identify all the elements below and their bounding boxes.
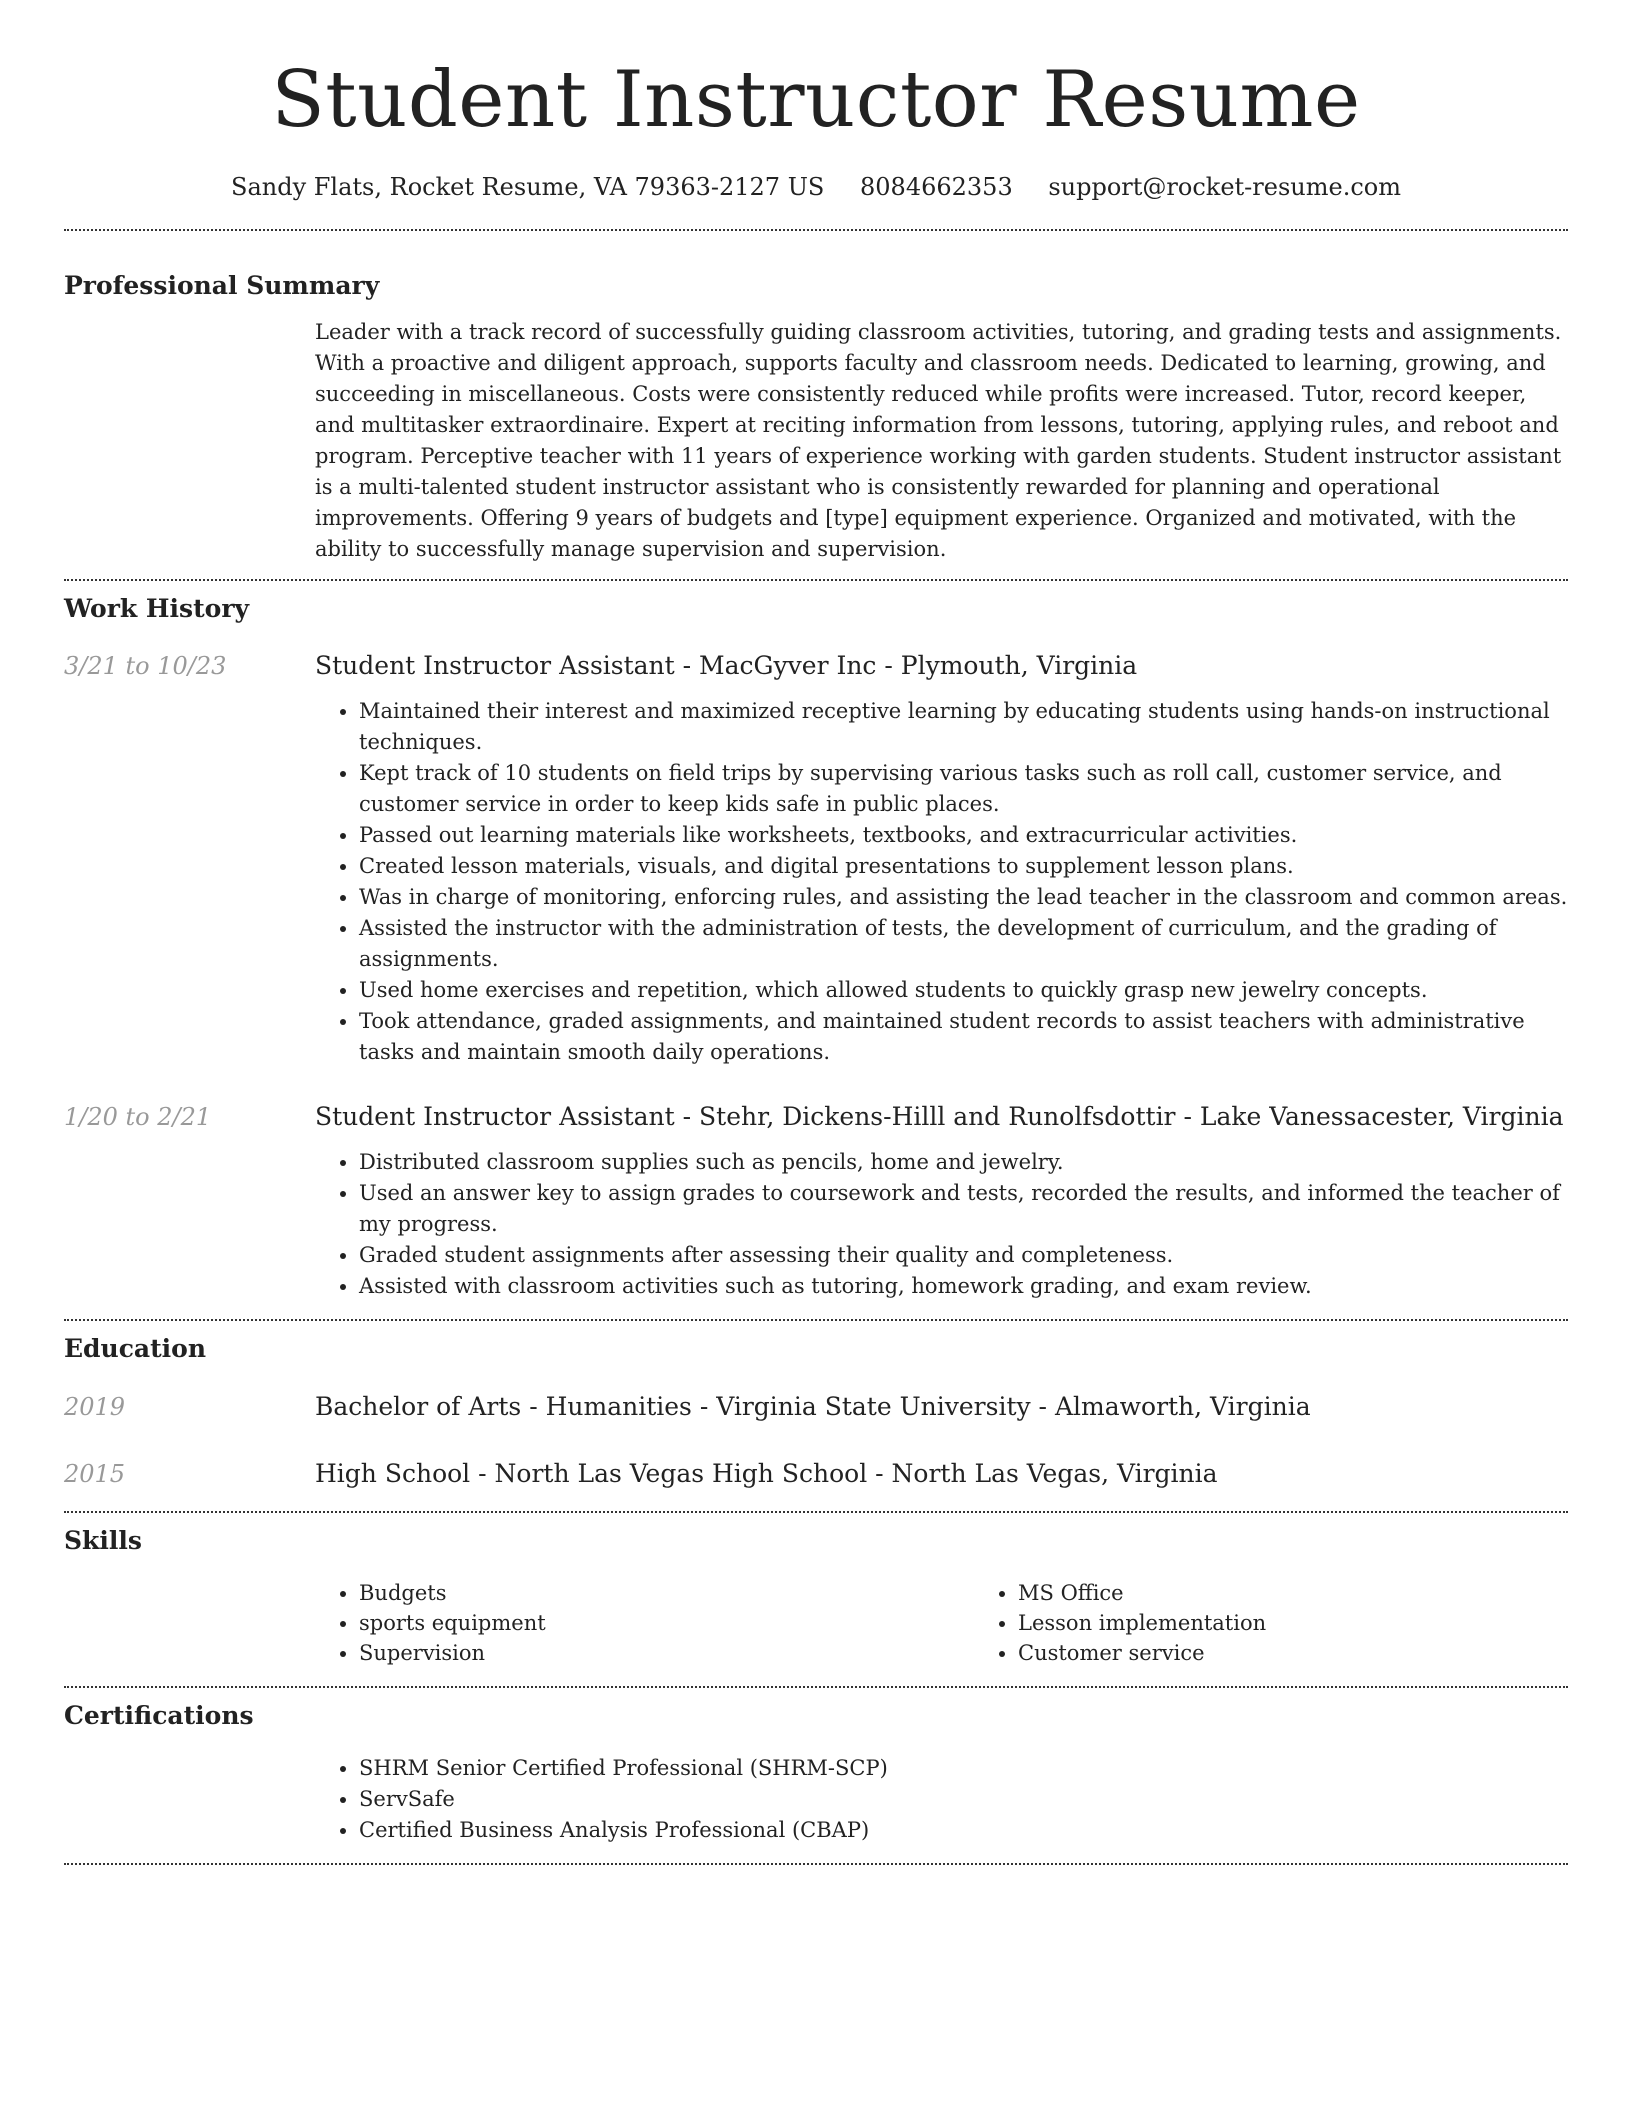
divider bbox=[64, 1686, 1568, 1688]
divider bbox=[64, 1511, 1568, 1513]
contact-email: support@rocket-resume.com bbox=[1048, 173, 1401, 201]
certification-item: • SHRM Senior Certified Professional (SHRM-SCP) bbox=[359, 1753, 1568, 1784]
divider bbox=[64, 229, 1568, 231]
skill-item: • sports equipment bbox=[359, 1608, 974, 1638]
skills-list-right bbox=[974, 1578, 1632, 1668]
list-item: • Was in charge of monitoring, enforcing rules, and assisting the lead teacher in the classroom and common areas. bbox=[359, 882, 1568, 913]
list-item: • Took attendance, graded assignments, and maintained student records to assist teachers with administrative tasks and maintain smooth daily operations. bbox=[359, 1006, 1568, 1068]
certifications-section bbox=[64, 1699, 1568, 1846]
job-entry bbox=[64, 649, 1568, 1068]
skill-item: • Supervision bbox=[359, 1638, 974, 1668]
job-title: Student Instructor Assistant - MacGyver Inc - Plymouth, Virginia bbox=[315, 651, 1138, 680]
skills-list-left bbox=[315, 1578, 974, 1668]
list-item: • Passed out learning materials like worksheets, textbooks, and extracurricular activities. bbox=[359, 820, 1568, 851]
certifications-list bbox=[315, 1753, 1568, 1846]
education-entry bbox=[64, 1390, 1568, 1424]
work-history-section bbox=[64, 592, 1568, 1302]
education-entry bbox=[64, 1457, 1568, 1491]
section-heading-work: Work History bbox=[64, 594, 250, 623]
list-item: • Assisted with classroom activities such as tutoring, homework grading, and exam review. bbox=[359, 1271, 1568, 1302]
job-duties-list bbox=[315, 696, 1568, 1068]
contact-phone: 8084662353 bbox=[860, 173, 1013, 201]
skill-item: • Lesson implementation bbox=[1018, 1608, 1632, 1638]
divider bbox=[64, 1319, 1568, 1321]
contact-address: Sandy Flats, Rocket Resume, VA 79363-2127 US bbox=[231, 173, 825, 201]
section-heading-summary: Professional Summary bbox=[64, 271, 380, 300]
list-item: • Kept track of 10 students on field trips by supervising various tasks such as roll call, customer service, and customer service in order to keep kids safe in public places. bbox=[359, 758, 1568, 820]
list-item: • Distributed classroom supplies such as pencils, home and jewelry. bbox=[359, 1147, 1568, 1178]
skill-item: • Budgets bbox=[359, 1578, 974, 1608]
job-entry bbox=[64, 1100, 1568, 1302]
education-title: Bachelor of Arts - Humanities - Virginia State University - Almaworth, Virginia bbox=[315, 1392, 1311, 1421]
education-year: 2015 bbox=[64, 1460, 126, 1488]
list-item: • Created lesson materials, visuals, and digital presentations to supplement lesson plans. bbox=[359, 851, 1568, 882]
skill-item: • Customer service bbox=[1018, 1638, 1632, 1668]
skills-section bbox=[64, 1524, 1568, 1668]
list-item: • Maintained their interest and maximized receptive learning by educating students using hands-on instructional techniques. bbox=[359, 696, 1568, 758]
section-heading-certifications: Certifications bbox=[64, 1701, 254, 1730]
skill-item: • MS Office bbox=[1018, 1578, 1632, 1608]
contact-line bbox=[64, 170, 1568, 204]
list-item: • Graded student assignments after assessing their quality and completeness. bbox=[359, 1240, 1568, 1271]
job-dates: 1/20 to 2/21 bbox=[64, 1103, 212, 1131]
list-item: • Assisted the instructor with the administration of tests, the development of curriculum, and the grading of assignments. bbox=[359, 913, 1568, 975]
job-duties-list bbox=[315, 1147, 1568, 1302]
professional-summary-section bbox=[64, 269, 1568, 565]
list-item: • Used home exercises and repetition, which allowed students to quickly grasp new jewelry concepts. bbox=[359, 975, 1568, 1006]
summary-text: Leader with a track record of successfully guiding classroom activities, tutoring, and grading tests and assignments. With a proactive and diligent approach, supports faculty and classroom needs. Dedicated to learning, growing, and succeeding in miscellaneous. Costs were consistently reduced while profits were increased. Tutor, record keeper, and multitasker extraordinaire. Expert at reciting information from lessons, tutoring, applying rules, and reboot and program. Perceptive teacher with 11 years of experience working with garden students. Student instructor assistant is a multi-talented student instructor assistant who is consistently rewarded for planning and operational improvements. Offering 9 years of budgets and [type] equipment experience. Organized and motivated, with the ability to successfully manage supervision and supervision. bbox=[315, 320, 1562, 561]
education-title: High School - North Las Vegas High School - North Las Vegas, Virginia bbox=[315, 1459, 1218, 1488]
resume-title: Student Instructor Resume bbox=[271, 55, 1361, 145]
education-section bbox=[64, 1332, 1568, 1491]
job-dates: 3/21 to 10/23 bbox=[64, 652, 227, 680]
section-heading-education: Education bbox=[64, 1334, 207, 1363]
certification-item: • ServSafe bbox=[359, 1784, 1568, 1815]
job-title: Student Instructor Assistant - Stehr, Dickens-Hilll and Runolfsdottir - Lake Vanessacester, Virginia bbox=[315, 1102, 1564, 1131]
certification-item: • Certified Business Analysis Professional (CBAP) bbox=[359, 1815, 1568, 1846]
divider bbox=[64, 1863, 1568, 1865]
divider bbox=[64, 579, 1568, 581]
list-item: • Used an answer key to assign grades to coursework and tests, recorded the results, and informed the teacher of my progress. bbox=[359, 1178, 1568, 1240]
education-year: 2019 bbox=[64, 1393, 126, 1421]
section-heading-skills: Skills bbox=[64, 1526, 142, 1555]
